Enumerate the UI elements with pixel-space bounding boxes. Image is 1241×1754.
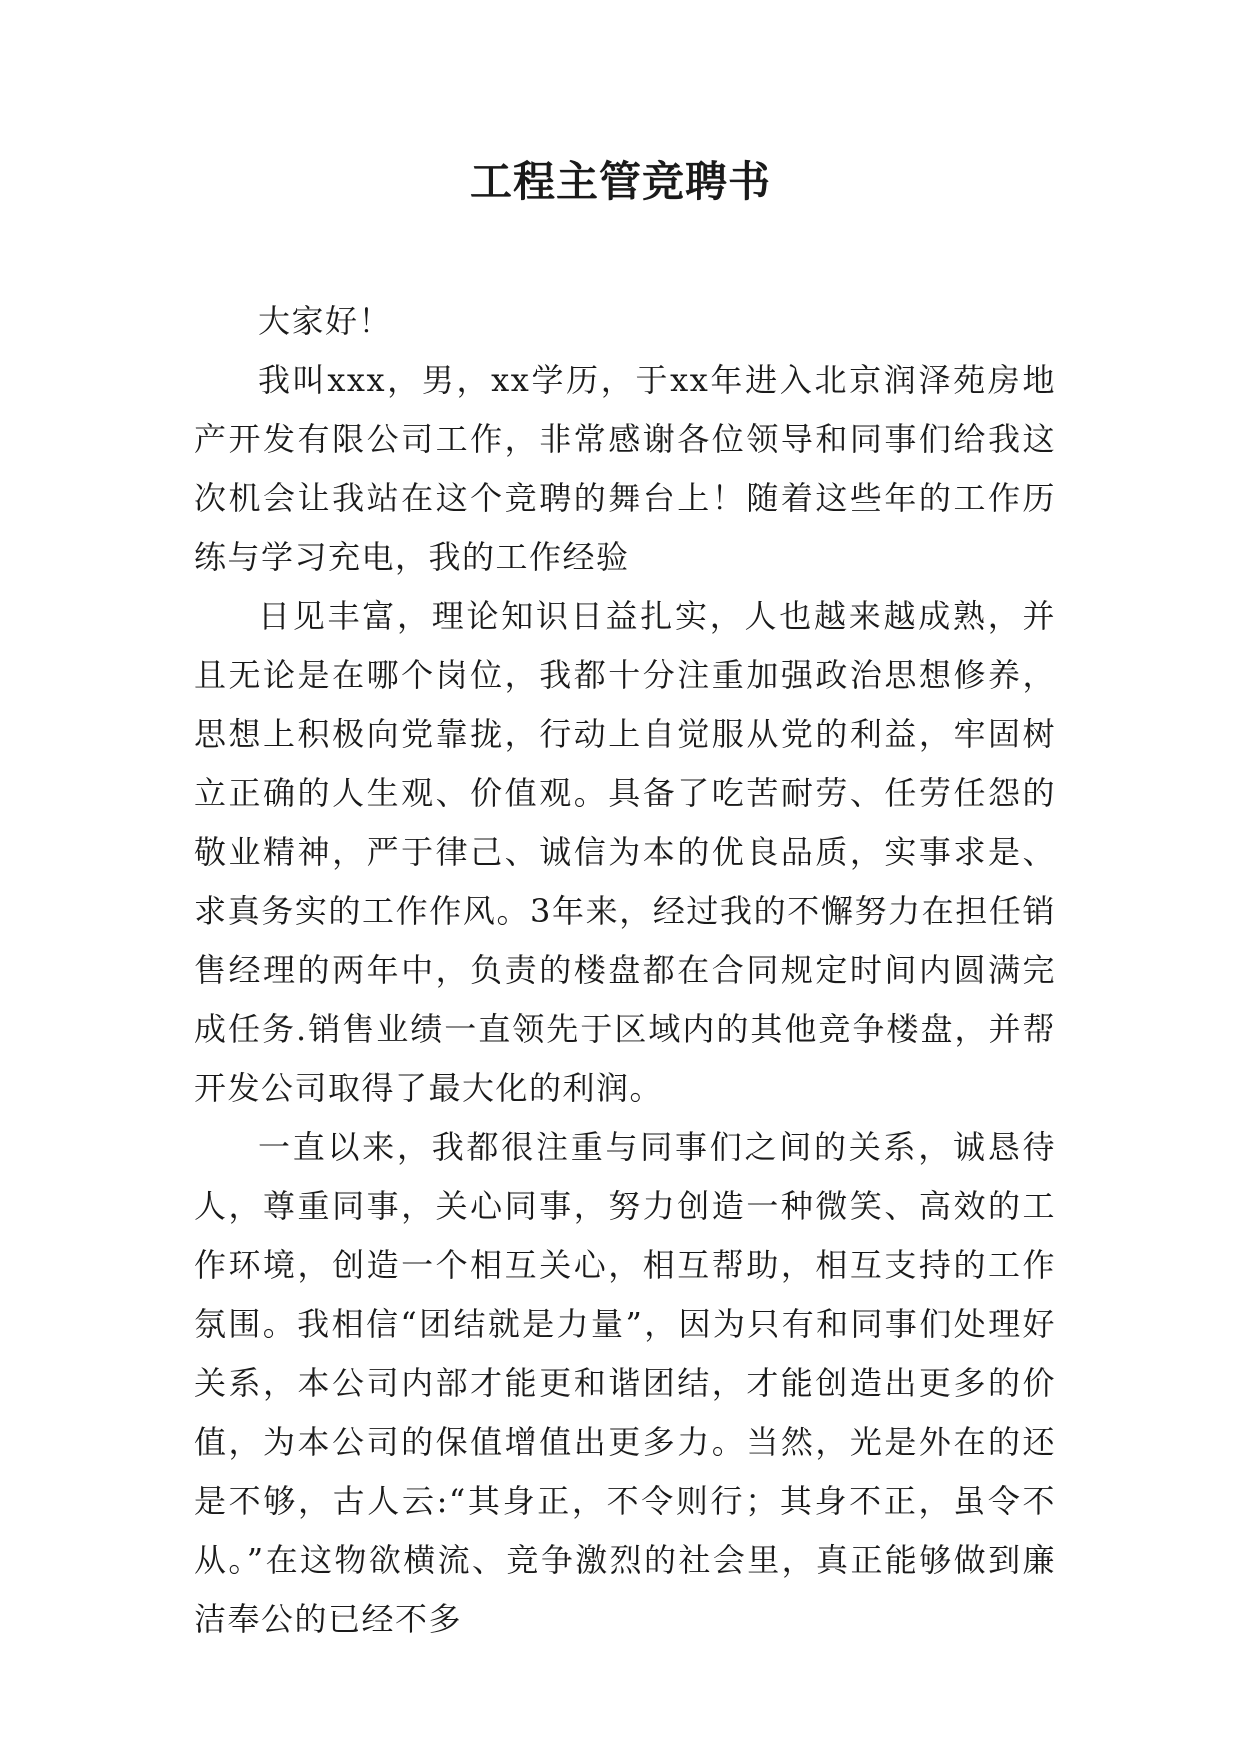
paragraph-introduction: 我叫xxx，男，xx学历，于xx年进入北京润泽苑房地产开发有限公司工作，非常感谢各位领导和同事们给我这次机会让我站在这个竞聘的舞台上！随着这些年的工作历练与学习充电，我的工作经验 [194,361,1056,576]
paragraph-relationships: 一直以来，我都很注重与同事们之间的关系，诚恳待人，尊重同事，关心同事，努力创造一种微笑、高效的工作环境，创造一个相互关心，相互帮助，相互支持的工作氛围。我相信“团结就是力量”，因为只有和同事们处理好关系，本公司内部才能更和谐团结，才能创造出更多的价值，为本公司的保值增值出更多力。当然，光是外在的还是不够，古人云:“其身正，不令则行；其身不正，虽令不从。”在这物欲横流、竞争激烈的社会里，真正能够做到廉洁奉公的已经不多 [194,1128,1056,1638]
document-body [194,292,1056,1649]
document-title: 工程主管竞聘书 [469,157,771,206]
paragraph-experience: 日见丰富，理论知识日益扎实，人也越来越成熟，并且无论是在哪个岗位，我都十分注重加强政治思想修养，思想上积极向党靠拢，行动上自觉服从党的利益，牢固树立正确的人生观、价值观。具备了吃苦耐劳、任劳任怨的敬业精神，严于律己、诚信为本的优良品质，实事求是、求真务实的工作作风。3年来，经过我的不懈努力在担任销售经理的两年中，负责的楼盘都在合同规定时间内圆满完成任务.销售业绩一直领先于区域内的其他竞争楼盘，并帮开发公司取得了最大化的利润。 [194,597,1056,1107]
paragraph-greeting: 大家好！ [258,302,393,340]
